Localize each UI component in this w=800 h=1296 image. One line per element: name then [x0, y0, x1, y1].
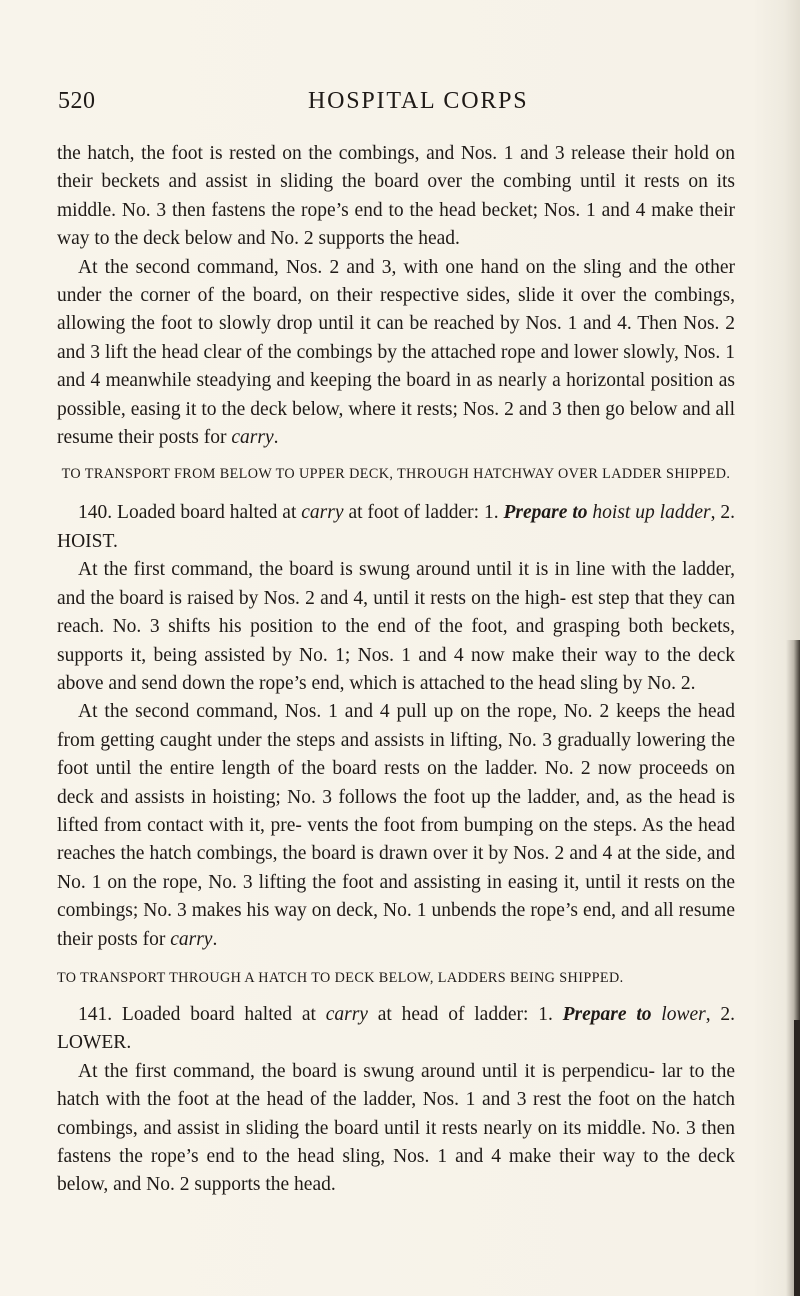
paragraph-2-end: . — [273, 427, 279, 449]
paragraph-6-prepare: Prepare to — [562, 1003, 652, 1025]
paragraph-6-text-a: 141. Loaded board halted at — [78, 1003, 326, 1025]
paragraph-6-carry: carry — [325, 1003, 368, 1025]
paragraph-6 — [57, 1001, 735, 1058]
paragraph-3-prepare: Prepare to — [503, 502, 588, 524]
paragraph-5-carry: carry — [170, 928, 213, 950]
paragraph-6-lower: lower — [661, 1003, 706, 1025]
paragraph-3 — [57, 499, 735, 556]
page-body — [57, 140, 735, 1200]
section-heading-1: TO TRANSPORT FROM BELOW TO UPPER DECK, THROUGH HATCHWAY OVER LADDER SHIPPED. — [61, 466, 731, 483]
paragraph-2 — [57, 254, 735, 453]
paragraph-3-hoist: hoist up ladder — [592, 502, 711, 524]
paragraph-5 — [57, 698, 735, 954]
paragraph-7: At the first command, the board is swung around until it is perpendicu- lar to the hatch with the foot at the head of the ladder, Nos. 1 and 3 rest the foot on the hatch combings, and assist in sliding the board until it rests nearly on its middle. No. 3 then fastens the rope’s end to the head sling, Nos. 1 and 4 make their way to the deck below, and No. 2 supports the head. — [57, 1060, 735, 1196]
paragraph-3-text-a: 140. Loaded board halted at — [78, 502, 302, 524]
paragraph-2-text: At the second command, Nos. 2 and 3, with one hand on the sling and the other under the corner of the board, on their respective sides, slide it over the combings, allowing the foot to slowly drop until it can be reached by Nos. 1 and 4. Then Nos. 2 and 3 lift the head clear of the combings by the attached rope and lower slowly, Nos. 1 and 4 meanwhile steadying and keeping the board in as nearly a horizontal position as possible, easing it to the deck below, where it rests; Nos. 2 and 3 then go below and all resume their posts for — [57, 256, 735, 449]
page-header — [58, 88, 734, 128]
paragraph-1: the hatch, the foot is rested on the combings, and Nos. 1 and 3 release their hold on their beckets and assist in sliding the board over the combing until it rests on its middle. No. 3 then fastens the rope’s end to the head becket; Nos. 1 and 4 make their way to the deck below and No. 2 supports the head. — [57, 143, 735, 250]
paragraph-2-carry: carry — [231, 427, 274, 449]
paragraph-3-text-b: at foot of ladder: 1. — [343, 502, 504, 524]
paragraph-5-end: . — [212, 928, 218, 950]
paragraph-4: At the first command, the board is swung around until it is in line with the ladder, and the board is raised by Nos. 2 and 4, until it rests on the high- est step that they can reach. No. 3 shifts his position to the end of the foot, and grasping both beckets, supports it, being assisted by No. 1; Nos. 1 and 4 now make their way to the deck above and send down the rope’s end, which is attached to the head sling by No. 2. — [57, 559, 735, 694]
running-head: HOSPITAL CORPS — [308, 88, 529, 114]
paragraph-5-text: At the second command, Nos. 1 and 4 pull up on the rope, No. 2 keeps the head from getting caught under the steps and assists in lifting, No. 3 gradually lowering the foot until the entire length of the board rests on the ladder. No. 2 now proceeds on deck and assists in hoisting; No. 3 follows the foot up the ladder, and, as the head is lifted from contact with it, pre- vents the foot from bumping on the steps. As the head reaches the hatch combings, the board is drawn over it by Nos. 2 and 4 at the side, and No. 1 on the rope, No. 3 lifting the foot and assisting in easing it, until it rests on the combings; No. 3 makes his way on deck, No. 1 unbends the rope’s end, and all resume their posts for — [57, 701, 735, 950]
page-number: 520 — [58, 88, 96, 114]
section-heading-2: TO TRANSPORT THROUGH A HATCH TO DECK BELOW, LADDERS BEING SHIPPED. — [57, 969, 624, 986]
paragraph-6-text-c: , 2. LOWER. — [57, 1003, 736, 1054]
paragraph-3-carry: carry — [301, 502, 344, 524]
paragraph-6-text-b: at head of ladder: 1. — [367, 1003, 563, 1025]
page-edge-dark — [794, 1020, 800, 1296]
paragraph-3-text-c: , 2. HOIST. — [57, 502, 736, 552]
